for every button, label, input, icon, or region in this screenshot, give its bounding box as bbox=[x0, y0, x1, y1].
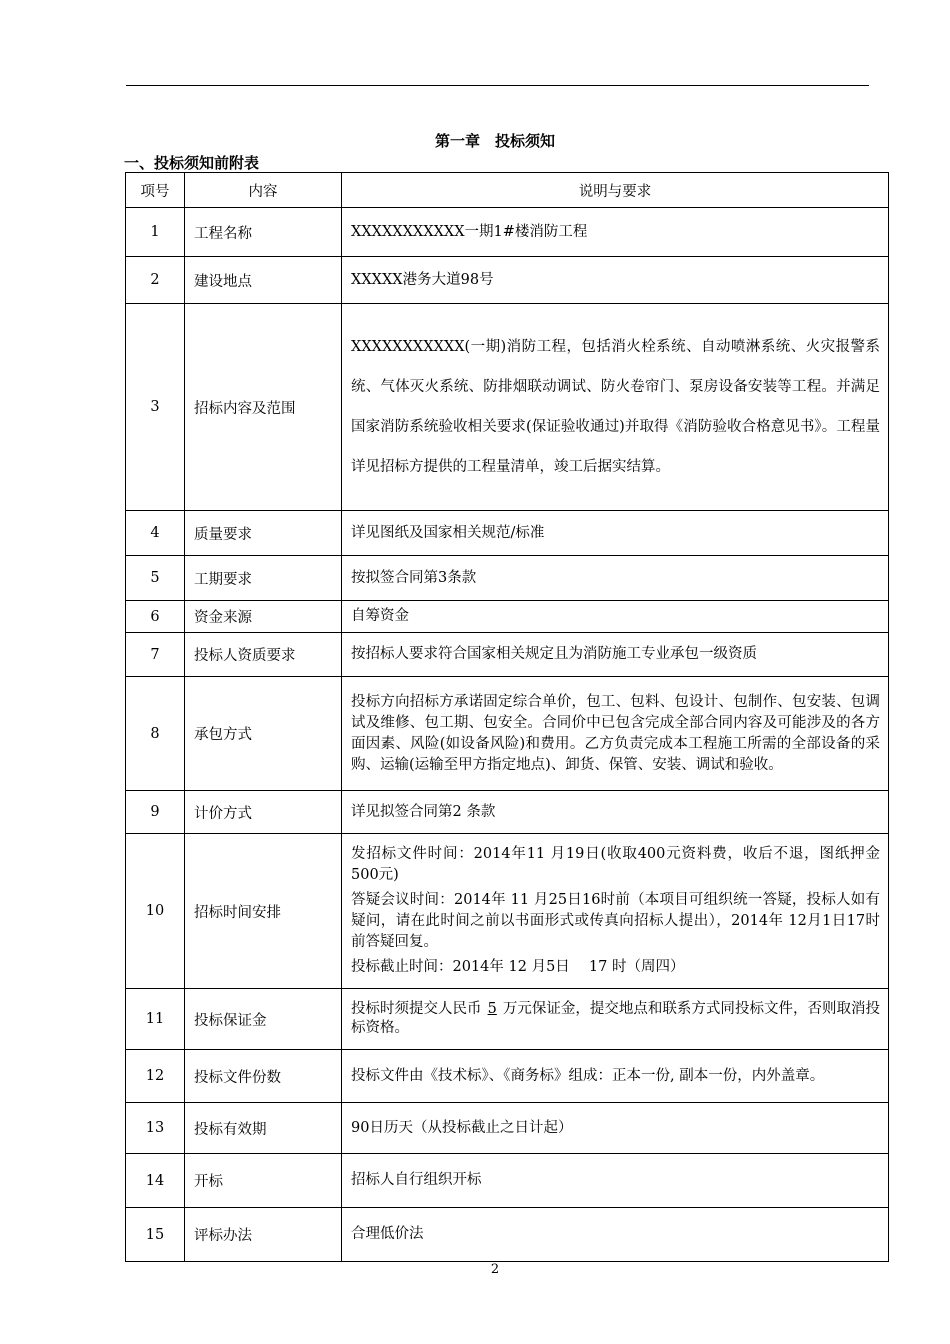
row-description bbox=[342, 834, 889, 989]
table-row bbox=[126, 257, 889, 304]
table-row bbox=[126, 989, 889, 1050]
row-item: 工期要求 bbox=[185, 556, 342, 601]
table-row bbox=[126, 791, 889, 834]
row-item: 评标办法 bbox=[185, 1208, 342, 1262]
row-number: 11 bbox=[126, 989, 185, 1050]
row-number: 1 bbox=[126, 208, 185, 257]
row-number: 12 bbox=[126, 1050, 185, 1103]
table-row bbox=[126, 208, 889, 257]
row-description bbox=[342, 304, 889, 511]
table-row bbox=[126, 834, 889, 989]
row-description bbox=[342, 257, 889, 304]
row-description-text: 自筹资金 bbox=[351, 608, 409, 624]
row-item: 投标保证金 bbox=[185, 989, 342, 1050]
table-row bbox=[126, 1208, 889, 1262]
row-number: 7 bbox=[126, 633, 185, 677]
row-item: 投标人资质要求 bbox=[185, 633, 342, 677]
row-number: 9 bbox=[126, 791, 185, 834]
row-item: 投标有效期 bbox=[185, 1103, 342, 1154]
row-item: 资金来源 bbox=[185, 601, 342, 633]
row-description bbox=[342, 1050, 889, 1103]
row-description bbox=[342, 791, 889, 834]
row-description-text: 90日历天（从投标截止之日计起） bbox=[351, 1119, 573, 1136]
header-content: 内容 bbox=[185, 173, 342, 208]
row-description-text: 招标人自行组织开标 bbox=[351, 1172, 482, 1188]
row-description bbox=[342, 633, 889, 677]
row-item: 招标时间安排 bbox=[185, 834, 342, 989]
row-item: 开标 bbox=[185, 1154, 342, 1208]
row-description bbox=[342, 208, 889, 257]
table-row bbox=[126, 1154, 889, 1208]
page-number: 2 bbox=[490, 1262, 500, 1277]
row-item: 招标内容及范围 bbox=[185, 304, 342, 511]
row-number: 2 bbox=[126, 257, 185, 304]
row-description-text: 按拟签合同第3条款 bbox=[351, 569, 477, 586]
row-number: 13 bbox=[126, 1103, 185, 1154]
row-description bbox=[342, 556, 889, 601]
row-description-text: 详见图纸及国家相关规范/标准 bbox=[351, 524, 545, 541]
row-description bbox=[342, 1208, 889, 1262]
header-item-no: 项号 bbox=[126, 173, 185, 208]
row-number: 10 bbox=[126, 834, 185, 989]
header-description: 说明与要求 bbox=[342, 173, 889, 208]
table-row bbox=[126, 556, 889, 601]
row-description-text: 投标文件由《技术标》、《商务标》组成：正本一份, 副本一份，内外盖章。 bbox=[351, 1067, 825, 1084]
table-row bbox=[126, 601, 889, 633]
deposit-text-suffix: 万元保证金，提交地点和联系方式同投标文件，否则取消投标资格。 bbox=[351, 1001, 881, 1036]
table-row bbox=[126, 1050, 889, 1103]
header-rule bbox=[126, 85, 869, 86]
section-title: 一、投标须知前附表 bbox=[124, 154, 260, 172]
row-description bbox=[342, 1154, 889, 1208]
row-item: 计价方式 bbox=[185, 791, 342, 834]
row-item: 工程名称 bbox=[185, 208, 342, 257]
row-description-text: 发招标文件时间：2014年11 月19日(收取400元资料费，收后不退，图纸押金500元) bbox=[351, 846, 880, 883]
row-description-text: XXXXXXXXXXX一期1#楼消防工程 bbox=[351, 223, 588, 240]
table-row bbox=[126, 633, 889, 677]
row-description bbox=[342, 601, 889, 633]
row-description-text: 答疑会议时间：2014年 11 月25日16时前（本项目可组织统一答疑，投标人如有疑问，请在此时间之前以书面形式或传真向招标人提出），2014年 12月1日17时前答疑回复。 bbox=[351, 892, 880, 950]
row-number: 8 bbox=[126, 677, 185, 791]
row-description-text: 合理低价法 bbox=[351, 1226, 424, 1242]
table-row bbox=[126, 511, 889, 556]
deposit-amount: 5 bbox=[487, 1001, 497, 1017]
row-description-text: XXXXX港务大道98号 bbox=[351, 271, 494, 288]
row-number: 5 bbox=[126, 556, 185, 601]
row-number: 14 bbox=[126, 1154, 185, 1208]
table-row bbox=[126, 304, 889, 511]
row-number: 4 bbox=[126, 511, 185, 556]
row-description bbox=[342, 677, 889, 791]
row-number: 15 bbox=[126, 1208, 185, 1262]
bid-instructions-table bbox=[125, 172, 889, 1262]
deposit-text-prefix: 投标时须提交人民币 bbox=[351, 1001, 482, 1017]
row-item: 承包方式 bbox=[185, 677, 342, 791]
table-header-row bbox=[126, 173, 889, 208]
row-item: 投标文件份数 bbox=[185, 1050, 342, 1103]
row-description-text: 按招标人要求符合国家相关规定且为消防施工专业承包一级资质 bbox=[351, 646, 757, 662]
row-description bbox=[342, 989, 889, 1050]
row-description bbox=[342, 1103, 889, 1154]
row-number: 6 bbox=[126, 601, 185, 633]
row-number: 3 bbox=[126, 304, 185, 511]
row-description-text: 详见拟签合同第2 条款 bbox=[351, 803, 496, 820]
table-row bbox=[126, 1103, 889, 1154]
row-description bbox=[342, 511, 889, 556]
table-row bbox=[126, 677, 889, 791]
row-description-text: XXXXXXXXXXX(一期)消防工程，包括消火栓系统、自动喷淋系统、火灾报警系统、气体灭火系统、防排烟联动调试、防火卷帘门、泵房设备安装等工程。并满足国家消防系统验收相关要求(保证验收通过)并取得《消防验收合格意见书》。工程量详见招标方提供的工程量清单，竣工后据实结算。 bbox=[351, 339, 880, 475]
chapter-title: 第一章 投标须知 bbox=[434, 132, 555, 150]
row-description-text: 投标截止时间：2014年 12 月5日 17 时（周四） bbox=[351, 959, 685, 975]
row-item: 建设地点 bbox=[185, 257, 342, 304]
row-description-text: 投标方向招标方承诺固定综合单价，包工、包料、包设计、包制作、包安装、包调试及维修、包工期、包安全。合同价中已包含完成全部合同内容及可能涉及的各方面因素、风险(如设备风险)和费用。乙方负责完成本工程施工所需的全部设备的采购、运输(运输至甲方指定地点)、卸货、保管、安装、调试和验收。 bbox=[351, 693, 880, 773]
row-item: 质量要求 bbox=[185, 511, 342, 556]
